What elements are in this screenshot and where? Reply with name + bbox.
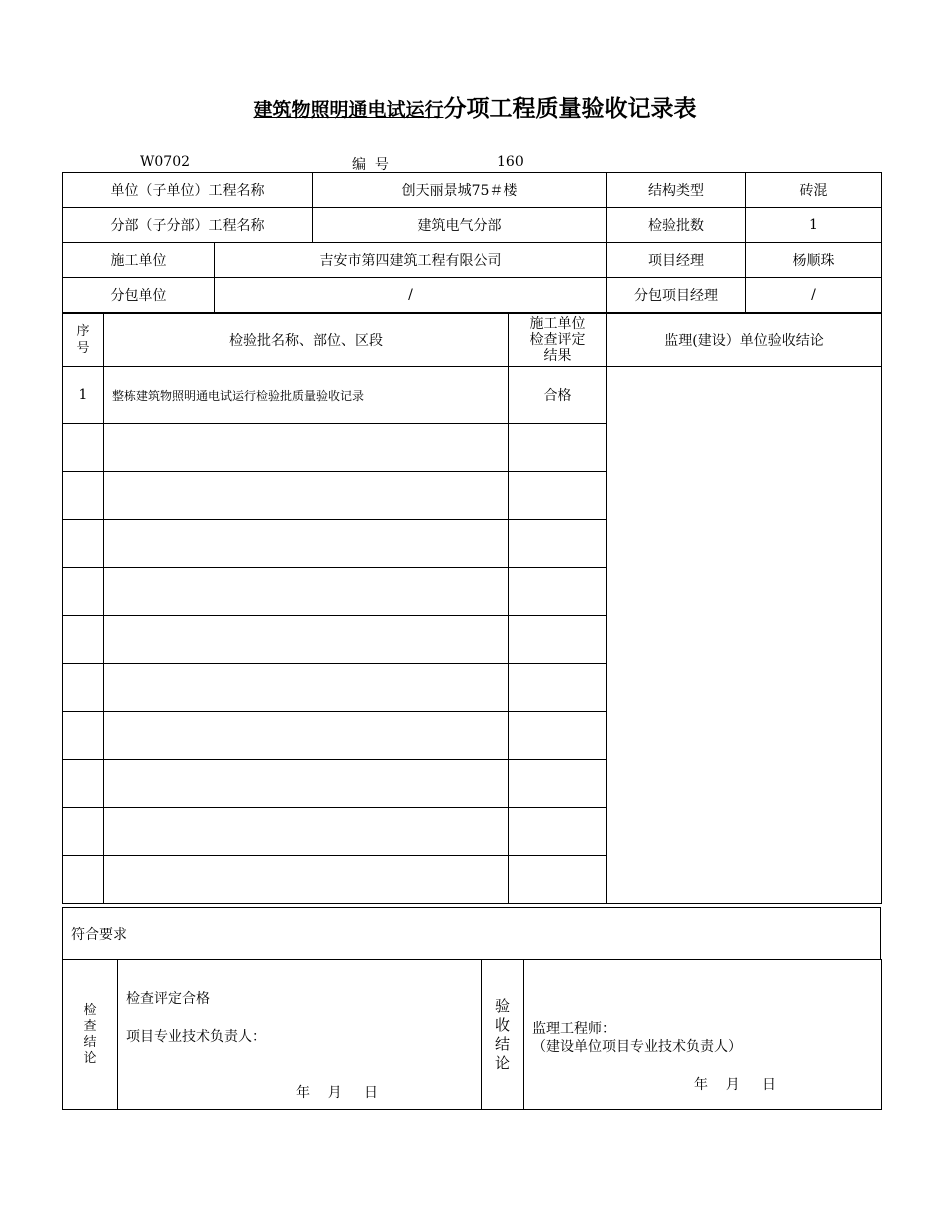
tech-lead-label: 项目专业技术负责人： (126, 1029, 266, 1045)
check-conclusion-label: 检查结论 (83, 1002, 97, 1066)
col-result-text: 施工单位检查评定结果 (529, 316, 586, 364)
empty-result-cell (509, 808, 607, 856)
check-conclusion-label-cell (63, 960, 118, 1110)
division-name-label: 分部（子分部）工程名称 (63, 208, 313, 243)
empty-name-cell (104, 808, 509, 856)
accept-conclusion-label-cell (482, 960, 524, 1110)
empty-seq-cell (63, 760, 104, 808)
empty-name-cell (104, 472, 509, 520)
check-conclusion-cell (118, 960, 482, 1110)
empty-name-cell (104, 568, 509, 616)
empty-name-cell (104, 664, 509, 712)
empty-seq-cell (63, 712, 104, 760)
supervisor-conclusion-cell (607, 367, 882, 904)
accept-date: 年 月 日 (694, 1077, 777, 1093)
empty-result-cell (509, 520, 607, 568)
batch-count-value: 1 (746, 208, 882, 243)
title-rest: 分项工程质量验收记录表 (443, 95, 697, 122)
empty-name-cell (104, 616, 509, 664)
col-supervisor-header: 监理(建设）单位验收结论 (607, 314, 882, 367)
structure-type-label: 结构类型 (607, 173, 746, 208)
empty-result-cell (509, 424, 607, 472)
conclusion-table (62, 959, 882, 1110)
empty-name-cell (104, 712, 509, 760)
inspection-batch-table (62, 313, 882, 904)
structure-type-value: 砖混 (746, 173, 882, 208)
form-title (0, 90, 950, 123)
unit-name-label: 单位（子单位）工程名称 (63, 173, 313, 208)
empty-result-cell (509, 616, 607, 664)
empty-name-cell (104, 856, 509, 904)
col-result-header (509, 314, 607, 367)
empty-name-cell (104, 760, 509, 808)
row-1-name: 整栋建筑物照明通电试运行检验批质量验收记录 (104, 367, 509, 424)
division-name-value: 建筑电气分部 (313, 208, 607, 243)
subcontractor-label: 分包单位 (63, 278, 215, 313)
subcontractor-value: / (215, 278, 607, 313)
project-manager-label: 项目经理 (607, 243, 746, 278)
empty-seq-cell (63, 808, 104, 856)
row-1-result: 合格 (509, 367, 607, 424)
title-underlined: 建筑物照明通电试运行 (253, 99, 444, 121)
unit-name-value: 创天丽景城75＃楼 (313, 173, 607, 208)
accept-conclusion-cell (524, 960, 882, 1110)
check-date: 年 月 日 (296, 1085, 379, 1101)
col-seq-text: 序号 (76, 324, 90, 356)
contractor-label: 施工单位 (63, 243, 215, 278)
sub-manager-label: 分包项目经理 (607, 278, 746, 313)
accept-conclusion-label: 验收结论 (494, 996, 510, 1072)
empty-result-cell (509, 568, 607, 616)
contractor-value: 吉安市第四建筑工程有限公司 (215, 243, 607, 278)
sub-manager-value: / (746, 278, 882, 313)
remarks-text: 符合要求 (63, 908, 881, 960)
number-label: 编 号 (352, 157, 389, 173)
empty-name-cell (104, 424, 509, 472)
empty-seq-cell (63, 856, 104, 904)
project-manager-value: 杨顺珠 (746, 243, 882, 278)
col-name-header: 检验批名称、部位、区段 (104, 314, 509, 367)
empty-seq-cell (63, 520, 104, 568)
empty-result-cell (509, 712, 607, 760)
check-result-text: 检查评定合格 (126, 991, 210, 1007)
empty-seq-cell (63, 568, 104, 616)
row-1-seq: 1 (63, 367, 104, 424)
empty-seq-cell (63, 616, 104, 664)
remarks-table (62, 907, 881, 960)
batch-count-label: 检验批数 (607, 208, 746, 243)
empty-name-cell (104, 520, 509, 568)
empty-seq-cell (63, 664, 104, 712)
empty-result-cell (509, 472, 607, 520)
empty-result-cell (509, 664, 607, 712)
supervising-engineer-label: 监理工程师： (532, 1021, 616, 1037)
project-info-table (62, 172, 882, 313)
empty-seq-cell (63, 472, 104, 520)
empty-seq-cell (63, 424, 104, 472)
empty-result-cell (509, 760, 607, 808)
number-value: 160 (497, 154, 524, 170)
empty-result-cell (509, 856, 607, 904)
form-code: W0702 (140, 154, 191, 170)
engineer-note: （建设单位项目专业技术负责人） (532, 1039, 742, 1055)
col-seq-header (63, 314, 104, 367)
